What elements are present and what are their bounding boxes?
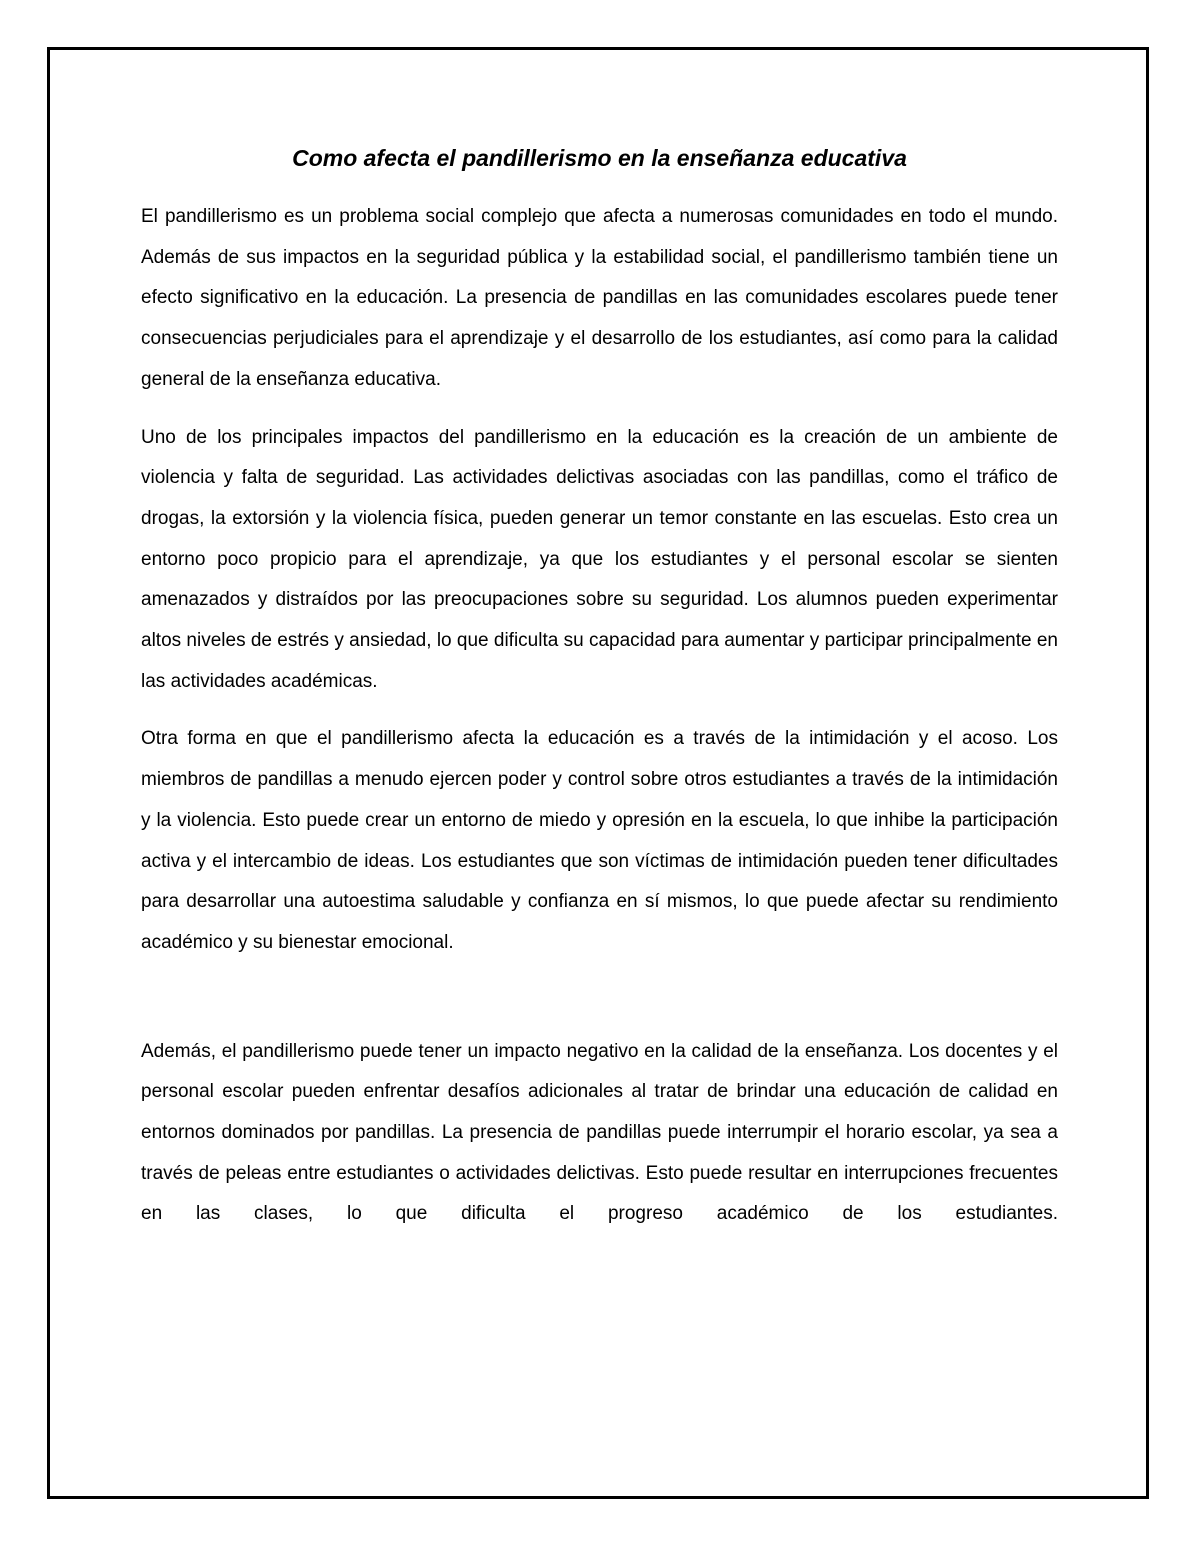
document-title: Como afecta el pandillerismo en la enseñanza educativa [292, 145, 907, 171]
paragraph-4: Además, el pandillerismo puede tener un impacto negativo en la calidad de la enseñanza. Los docentes y el personal escolar pueden enfrentar desafíos adicionales al tratar de brindar una educación de calidad en entornos dominados por pandillas. La presencia de pandillas puede interrumpir el horario escolar, ya sea a través de peleas entre estudiantes o actividades delictivas. Esto puede resultar en interrupciones frecuentes en las clases, lo que dificulta el progreso académico de los estudiantes. [141, 1040, 1058, 1225]
paragraph-gap [141, 981, 1058, 1032]
paragraph-1: El pandillerismo es un problema social complejo que afecta a numerosas comunidades en todo el mundo. Además de sus impactos en la seguridad pública y la estabilidad social, el pandillerismo también tiene un efecto significativo en la educación. La presencia de pandillas en las comunidades escolares puede tener consecuencias perjudiciales para el aprendizaje y el desarrollo de los estudiantes, así como para la calidad general de la enseñanza educativa. [141, 206, 1058, 390]
paragraph-3: Otra forma en que el pandillerismo afecta la educación es a través de la intimidación y el acoso. Los miembros de pandillas a menudo ejercen poder y control sobre otros estudiantes a través de la intimidación y la violencia. Esto puede crear un entorno de miedo y opresión en la escuela, lo que inhibe la participación activa y el intercambio de ideas. Los estudiantes que son víctimas de intimidación pueden tener dificultades para desarrollar una autoestima saludable y confianza en sí mismos, lo que puede afectar su rendimiento académico y su bienestar emocional. [141, 728, 1058, 953]
paragraph-2: Uno de los principales impactos del pandillerismo en la educación es la creación de un ambiente de violencia y falta de seguridad. Las actividades delictivas asociadas con las pandillas, como el tráfico de drogas, la extorsión y la violencia física, pueden generar un temor constante en las escuelas. Esto crea un entorno poco propicio para el aprendizaje, ya que los estudiantes y el personal escolar se sienten amenazados y distraídos por las preocupaciones sobre su seguridad. Los alumnos pueden experimentar altos niveles de estrés y ansiedad, lo que dificulta su capacidad para aumentar y participar principalmente en las actividades académicas. [141, 426, 1058, 692]
document-body [141, 140, 1058, 1252]
